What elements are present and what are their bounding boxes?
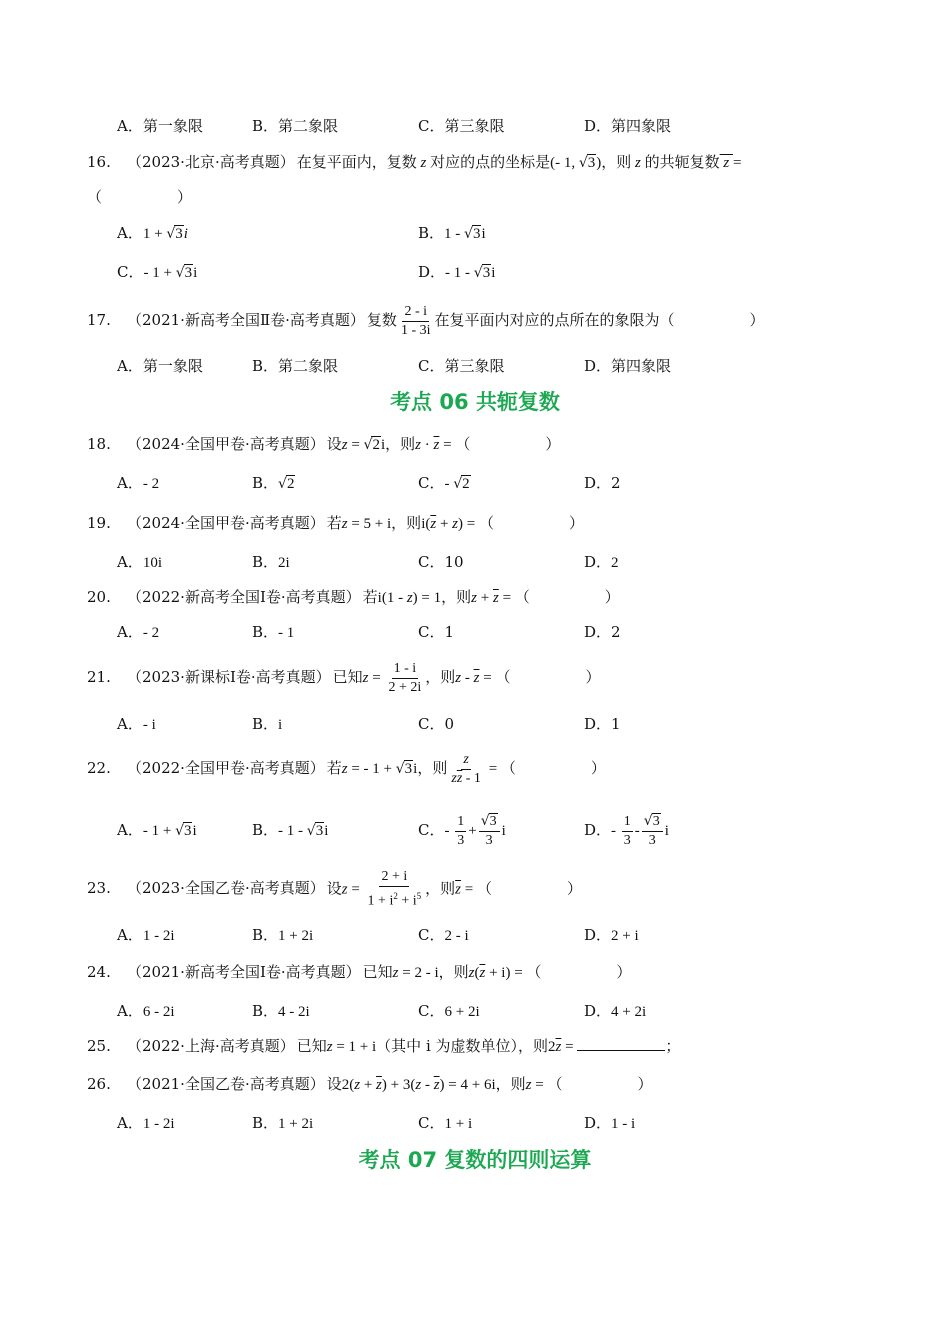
- question-number: 25.: [87, 1037, 111, 1055]
- q18-option-d[interactable]: D．2: [584, 474, 621, 492]
- question-number: 23.: [87, 879, 111, 898]
- q18-option-b[interactable]: B．√2: [252, 474, 295, 492]
- q19-option-a[interactable]: A．10i: [117, 553, 163, 571]
- question-source: （2021·全国乙卷·高考真题）: [127, 1075, 325, 1093]
- section-heading-07: 考点 07 复数的四则运算: [358, 1148, 592, 1172]
- q17-option-c[interactable]: C．第三象限: [418, 357, 505, 375]
- q18-stem: 18. （2024·全国甲卷·高考真题） 设z = √2i，则$z \cdot \overline{z}$ = （ ）: [87, 435, 561, 453]
- q26-option-b[interactable]: B．1 + 2i: [252, 1114, 314, 1132]
- q24-option-c[interactable]: C．6 + 2i: [418, 1002, 480, 1020]
- q15-option-a[interactable]: A．第一象限: [117, 117, 203, 135]
- q15-option-c[interactable]: C．第三象限: [418, 117, 505, 135]
- question-source: （2024·全国甲卷·高考真题）: [127, 435, 325, 453]
- answer-blank[interactable]: [577, 1036, 665, 1051]
- q23-option-a[interactable]: A．1 - 2i: [117, 926, 175, 944]
- q20-option-a[interactable]: A．- 2: [117, 623, 160, 641]
- question-source: （2022·新高考全国Ⅰ卷·高考真题）: [127, 588, 361, 606]
- q20-stem: 20. （2022·新高考全国Ⅰ卷·高考真题） 若i(1 - z) = 1，则$z + \overline{z}$ = （ ）: [87, 588, 620, 606]
- q21-option-d[interactable]: D．1: [584, 715, 621, 733]
- q17-stem: 17. （2021·新高考全国Ⅱ卷·高考真题） 复数 $\frac{2 - i}{1 - 3i}$ 在复平面内对应的点所在的象限为（ ）: [87, 300, 765, 340]
- q17-option-d[interactable]: D．第四象限: [584, 357, 672, 375]
- q18-option-c[interactable]: C．- √2: [418, 474, 470, 492]
- q16-option-d[interactable]: D．- 1 - √3i: [418, 263, 496, 281]
- q21-option-b[interactable]: B．i: [252, 715, 283, 733]
- q20-option-c[interactable]: C．1: [418, 623, 455, 641]
- q15-option-b[interactable]: B．第二象限: [252, 117, 339, 135]
- q24-option-d[interactable]: D．4 + 2i: [584, 1002, 647, 1020]
- q16-option-a[interactable]: A．1 + √3i: [117, 224, 188, 242]
- q22-option-c[interactable]: C．- $\frac{1}{3}$ + $\frac{√3}{3}$ i: [418, 813, 506, 848]
- q21-option-a[interactable]: A．- i: [117, 715, 156, 733]
- q26-option-d[interactable]: D．1 - i: [584, 1114, 636, 1132]
- q16-option-b[interactable]: B．1 - √3i: [418, 224, 486, 242]
- question-source: （2023·北京·高考真题）: [127, 153, 295, 171]
- q20-option-b[interactable]: B．- 1: [252, 623, 295, 641]
- q26-stem: 26. （2021·全国乙卷·高考真题） 设$2(z + \overline{z}) + 3(z - \overline{z}) = 4 + 6i$，则z = （ ）: [87, 1075, 653, 1093]
- q22-stem: 22. （2022·全国甲卷·高考真题） 若z = - 1 + √3i，则 $\frac{z}{z\overline{z} - 1}$ = （ ）: [87, 748, 606, 789]
- q21-option-c[interactable]: C．0: [418, 715, 455, 733]
- question-source: （2024·全国甲卷·高考真题）: [127, 514, 325, 532]
- q16-answer-paren: （ ）: [87, 188, 193, 206]
- q22-option-a[interactable]: A．- 1 + √3i: [117, 821, 197, 839]
- q21-stem: 21. （2023·新课标Ⅰ卷·高考真题） 已知z = $\frac{1 - i}{2 + 2i}$ ，则z - $\overline{z}$ = （ ）: [87, 657, 600, 698]
- section-heading-06: 考点 06 共轭复数: [390, 390, 560, 414]
- q24-option-a[interactable]: A．6 - 2i: [117, 1002, 175, 1020]
- q17-option-b[interactable]: B．第二象限: [252, 357, 339, 375]
- q23-option-b[interactable]: B．1 + 2i: [252, 926, 314, 944]
- q23-option-c[interactable]: C．2 - i: [418, 926, 469, 944]
- question-source: （2021·新高考全国Ⅰ卷·高考真题）: [127, 963, 361, 981]
- question-source: （2023·新课标Ⅰ卷·高考真题）: [127, 668, 331, 686]
- question-number: 26.: [87, 1075, 111, 1093]
- q17-option-a[interactable]: A．第一象限: [117, 357, 203, 375]
- q19-option-c[interactable]: C．10: [418, 553, 464, 571]
- question-number: 22.: [87, 759, 111, 777]
- q19-stem: 19. （2024·全国甲卷·高考真题） 若z = 5 + i，则$i(\overline{z} + z)$ = （ ）: [87, 514, 584, 532]
- question-source: （2022·上海·高考真题）: [127, 1037, 295, 1055]
- q22-option-b[interactable]: B．- 1 - √3i: [252, 821, 329, 839]
- question-number: 19.: [87, 514, 111, 532]
- question-number: 16.: [87, 153, 111, 171]
- q25-stem: 25. （2022·上海·高考真题） 已知z = 1 + i（其中 i 为虚数单位），则$2\overline{z}$ = ；: [87, 1037, 681, 1055]
- question-number: 21.: [87, 668, 111, 686]
- q23-stem: 23. （2023·全国乙卷·高考真题） 设z = $\frac{2 + i}{1 + i^2 + i^5}$ ，则$\overline{z}$ = （ ）: [87, 869, 582, 909]
- question-number: 24.: [87, 963, 111, 981]
- q16-stem: 16. （2023·北京·高考真题） 在复平面内，复数 z 对应的点的坐标是(- 1, √3)，则 z 的共轭复数 z =: [87, 153, 742, 171]
- q23-option-d[interactable]: D．2 + i: [584, 926, 639, 944]
- q24-option-b[interactable]: B．4 - 2i: [252, 1002, 310, 1020]
- q19-option-d[interactable]: D．2: [584, 553, 619, 571]
- q16-option-c[interactable]: C．- 1 + √3i: [117, 263, 198, 281]
- q22-option-d[interactable]: D．- $\frac{1}{3}$ - $\frac{√3}{3}$ i: [584, 813, 669, 848]
- question-source: （2022·全国甲卷·高考真题）: [127, 759, 325, 777]
- question-source: （2023·全国乙卷·高考真题）: [127, 879, 325, 898]
- q15-option-d[interactable]: D．第四象限: [584, 117, 672, 135]
- question-number: 18.: [87, 435, 111, 453]
- q24-stem: 24. （2021·新高考全国Ⅰ卷·高考真题） 已知z = 2 - i，则$z(\overline{z} + i)$ = （ ）: [87, 963, 632, 981]
- q18-option-a[interactable]: A．- 2: [117, 474, 160, 492]
- question-source: （2021·新高考全国Ⅱ卷·高考真题）: [127, 311, 365, 329]
- q26-option-a[interactable]: A．1 - 2i: [117, 1114, 175, 1132]
- question-number: 17.: [87, 311, 111, 329]
- q26-option-c[interactable]: C．1 + i: [418, 1114, 473, 1132]
- q20-option-d[interactable]: D．2: [584, 623, 621, 641]
- question-number: 20.: [87, 588, 111, 606]
- q19-option-b[interactable]: B．2i: [252, 553, 290, 571]
